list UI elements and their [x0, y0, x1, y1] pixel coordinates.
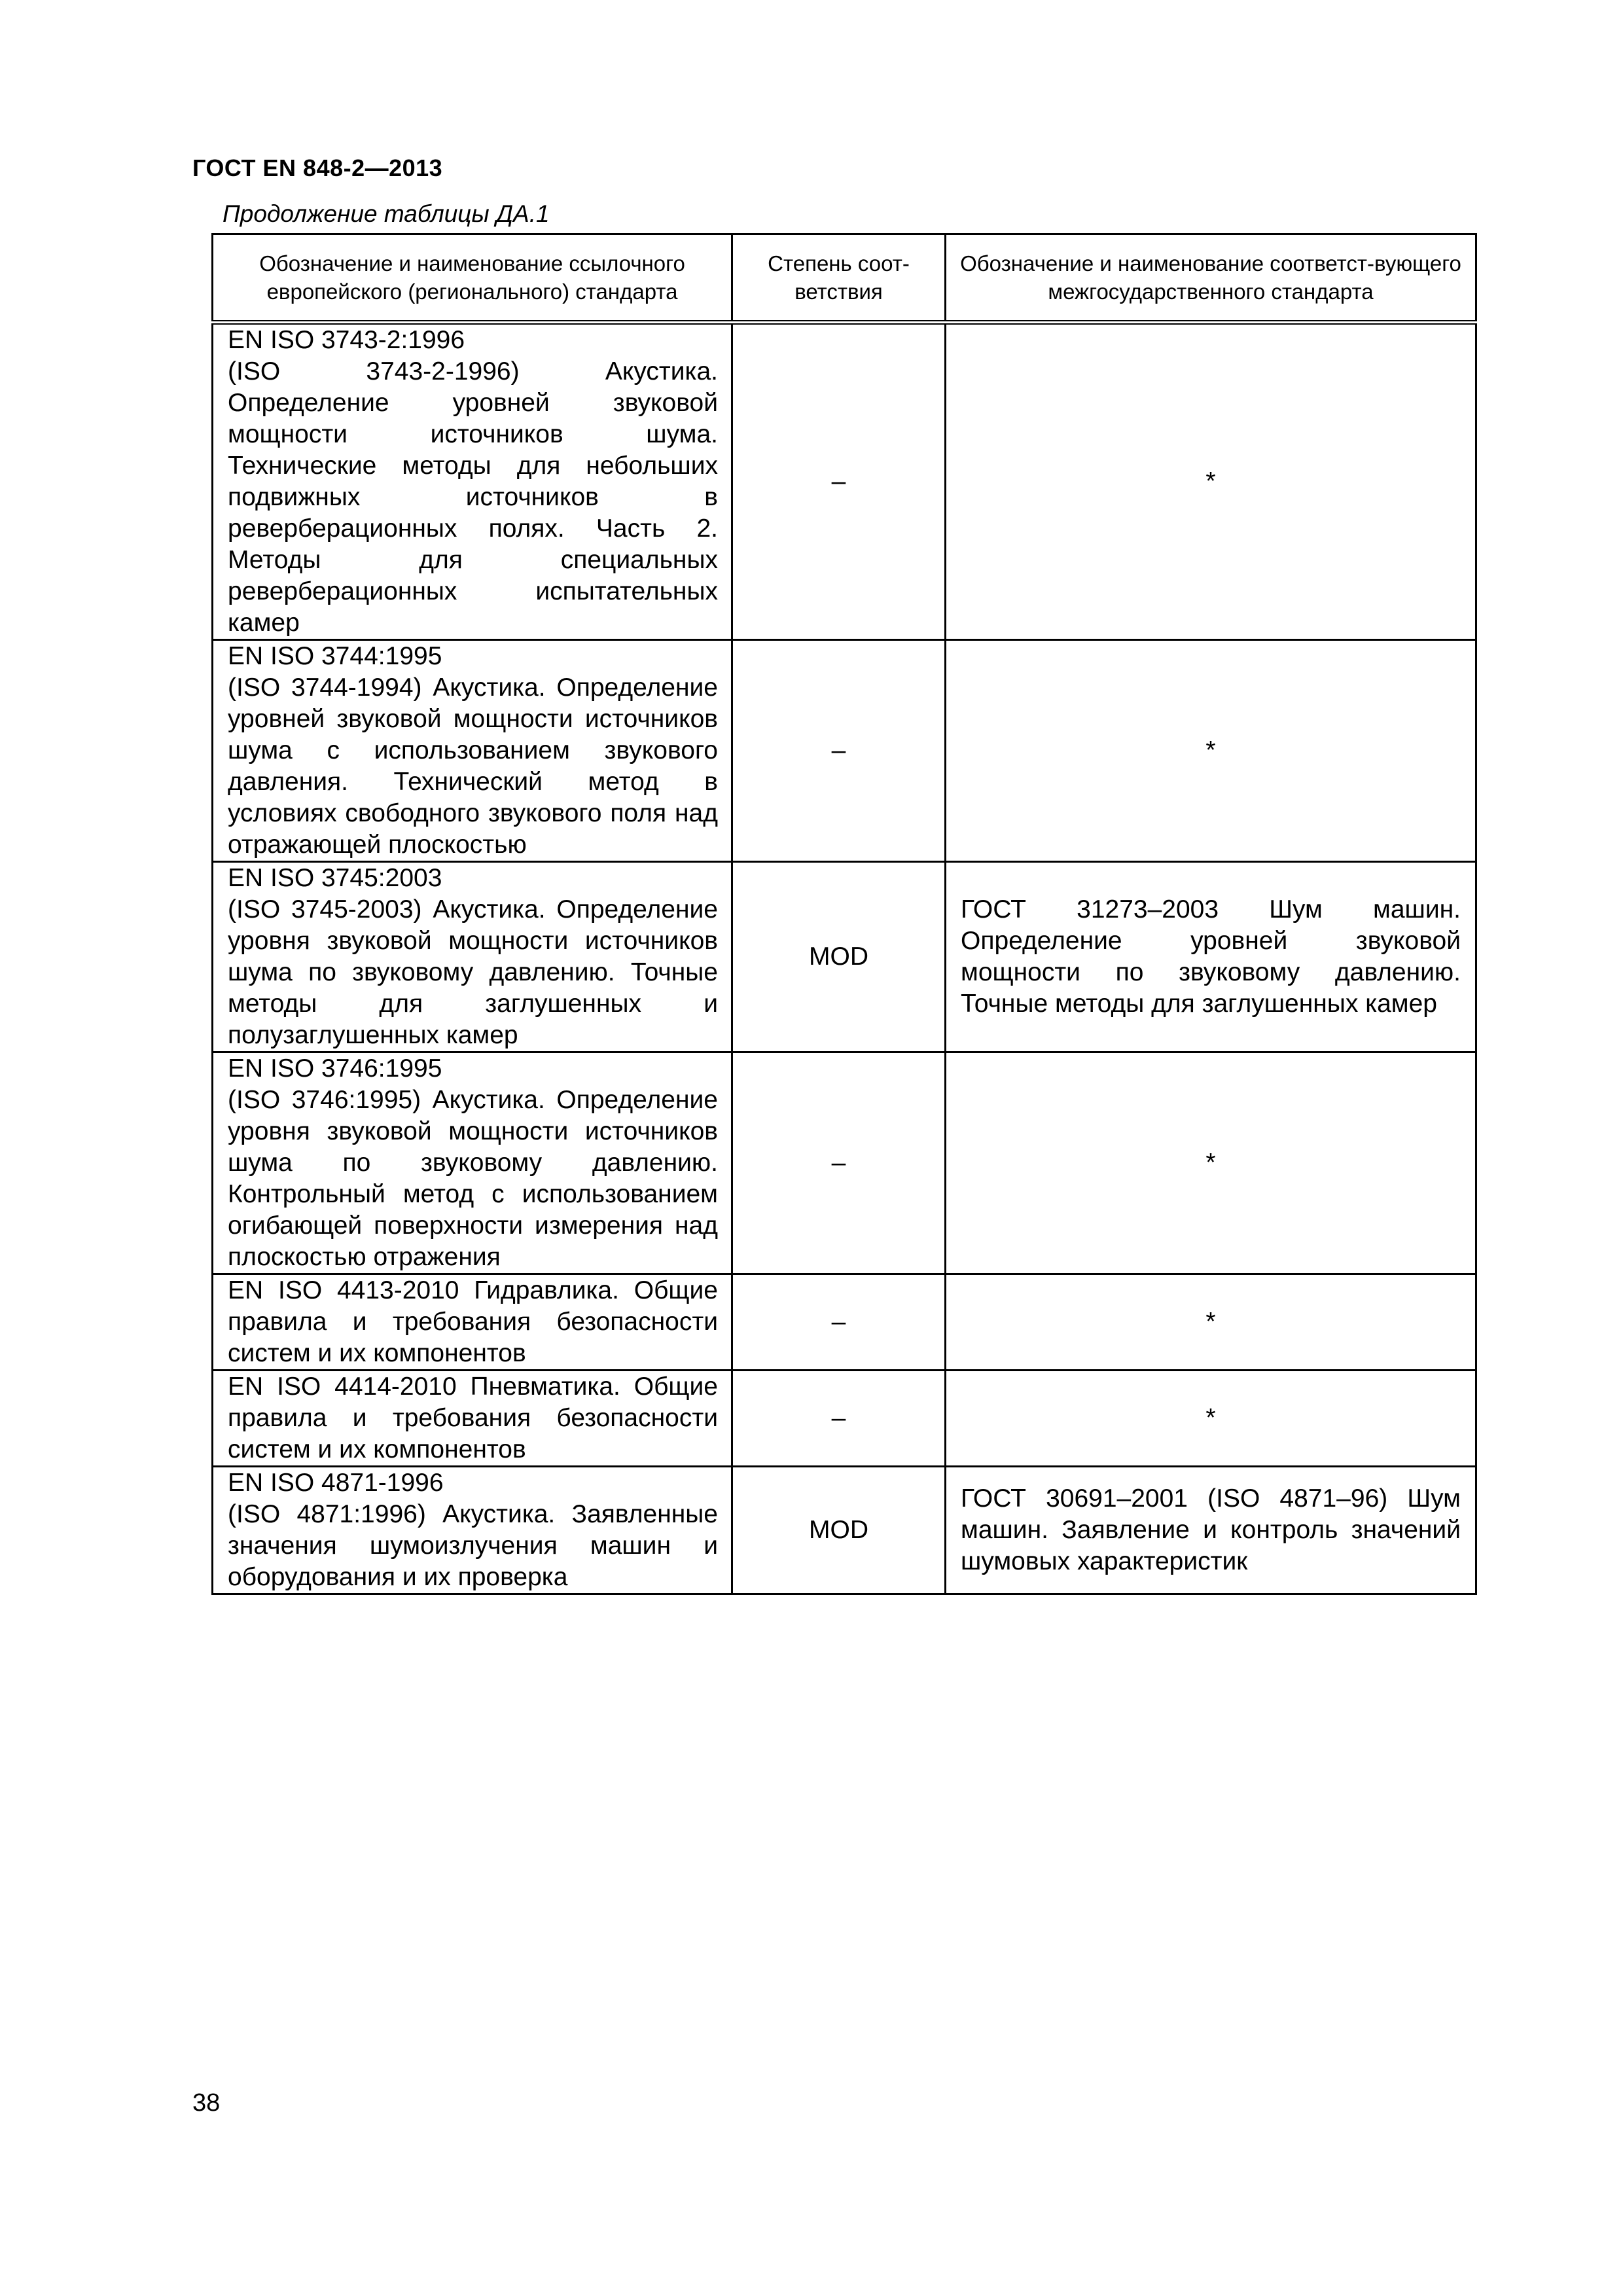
reference-standard-cell: [213, 640, 732, 862]
reference-title: (ISO 3746:1995) Акустика. Определение уровня звуковой мощности источников шума по звуковому давлению. Контрольный метод с использованием огибающей поверхности измерения над плоскостью отражения: [228, 1086, 718, 1271]
interstate-standard-cell: ГОСТ 30691–2001 (ISO 4871–96) Шум машин. Заявление и контроль значений шумовых характеристик: [946, 1467, 1476, 1594]
table-row: [213, 862, 1476, 1052]
document-header: ГОСТ EN 848-2—2013: [192, 154, 443, 181]
standards-table: [211, 233, 1477, 1595]
table-row: [213, 1052, 1476, 1274]
degree-cell: –: [732, 640, 946, 862]
interstate-standard-cell: ГОСТ 31273–2003 Шум машин. Определение уровней звуковой мощности по звуковому давлению. Точные методы для заглушенных камер: [946, 862, 1476, 1052]
column-header-interstate: Обозначение и наименование соответст-вующего межгосударственного стандарта: [946, 234, 1476, 323]
page-number: 38: [192, 2089, 221, 2117]
interstate-standard-cell: *: [946, 1371, 1476, 1467]
interstate-standard-cell: *: [946, 640, 1476, 862]
reference-title: EN ISO 4413-2010 Гидравлика. Общие правила и требования безопасности систем и их компонентов: [228, 1276, 718, 1367]
degree-cell: –: [732, 1052, 946, 1274]
reference-code: EN ISO 3744:1995: [228, 642, 442, 670]
reference-code: EN ISO 3745:2003: [228, 864, 442, 892]
table-header-row: [213, 234, 1476, 323]
column-header-reference: Обозначение и наименование ссылочного европейского (регионального) стандарта: [213, 234, 732, 323]
reference-title: EN ISO 4414-2010 Пневматика. Общие правила и требования безопасности систем и их компонентов: [228, 1372, 718, 1463]
table-row: [213, 1467, 1476, 1594]
reference-standard-cell: [213, 1371, 732, 1467]
degree-cell: –: [732, 1371, 946, 1467]
reference-standard-cell: [213, 862, 732, 1052]
table-row: [213, 323, 1476, 640]
degree-cell: –: [732, 323, 946, 640]
reference-code: EN ISO 3743-2:1996: [228, 326, 465, 354]
reference-title: (ISO 3743-2-1996) Акустика. Определение уровней звуковой мощности источников шума. Технические методы для небольших подвижных источников в реверберационных полях. Часть 2. Методы для специальных реверберационных испытательных камер: [228, 357, 718, 637]
reference-code: EN ISO 4871-1996: [228, 1469, 444, 1497]
reference-title: (ISO 4871:1996) Акустика. Заявленные значения шумоизлучения машин и оборудования и их проверка: [228, 1500, 718, 1591]
column-header-degree: Степень соот-ветствия: [732, 234, 946, 323]
reference-standard-cell: [213, 1274, 732, 1371]
reference-standard-cell: [213, 323, 732, 640]
interstate-standard-cell: *: [946, 1052, 1476, 1274]
reference-standard-cell: [213, 1467, 732, 1594]
table-row: [213, 1274, 1476, 1371]
reference-title: (ISO 3744-1994) Акустика. Определение уровней звуковой мощности источников шума с использованием звукового давления. Технический метод в условиях свободного звукового поля над отражающей плоскостью: [228, 673, 718, 859]
table-row: [213, 640, 1476, 862]
degree-cell: –: [732, 1274, 946, 1371]
reference-standard-cell: [213, 1052, 732, 1274]
degree-cell: MOD: [732, 862, 946, 1052]
table-caption: Продолжение таблицы ДА.1: [223, 200, 550, 227]
interstate-standard-cell: *: [946, 1274, 1476, 1371]
interstate-standard-cell: *: [946, 323, 1476, 640]
degree-cell: MOD: [732, 1467, 946, 1594]
table-row: [213, 1371, 1476, 1467]
reference-code: EN ISO 3746:1995: [228, 1054, 442, 1083]
reference-title: (ISO 3745-2003) Акустика. Определение уровня звуковой мощности источников шума по звуковому давлению. Точные методы для заглушенных и полузаглушенных камер: [228, 895, 718, 1049]
